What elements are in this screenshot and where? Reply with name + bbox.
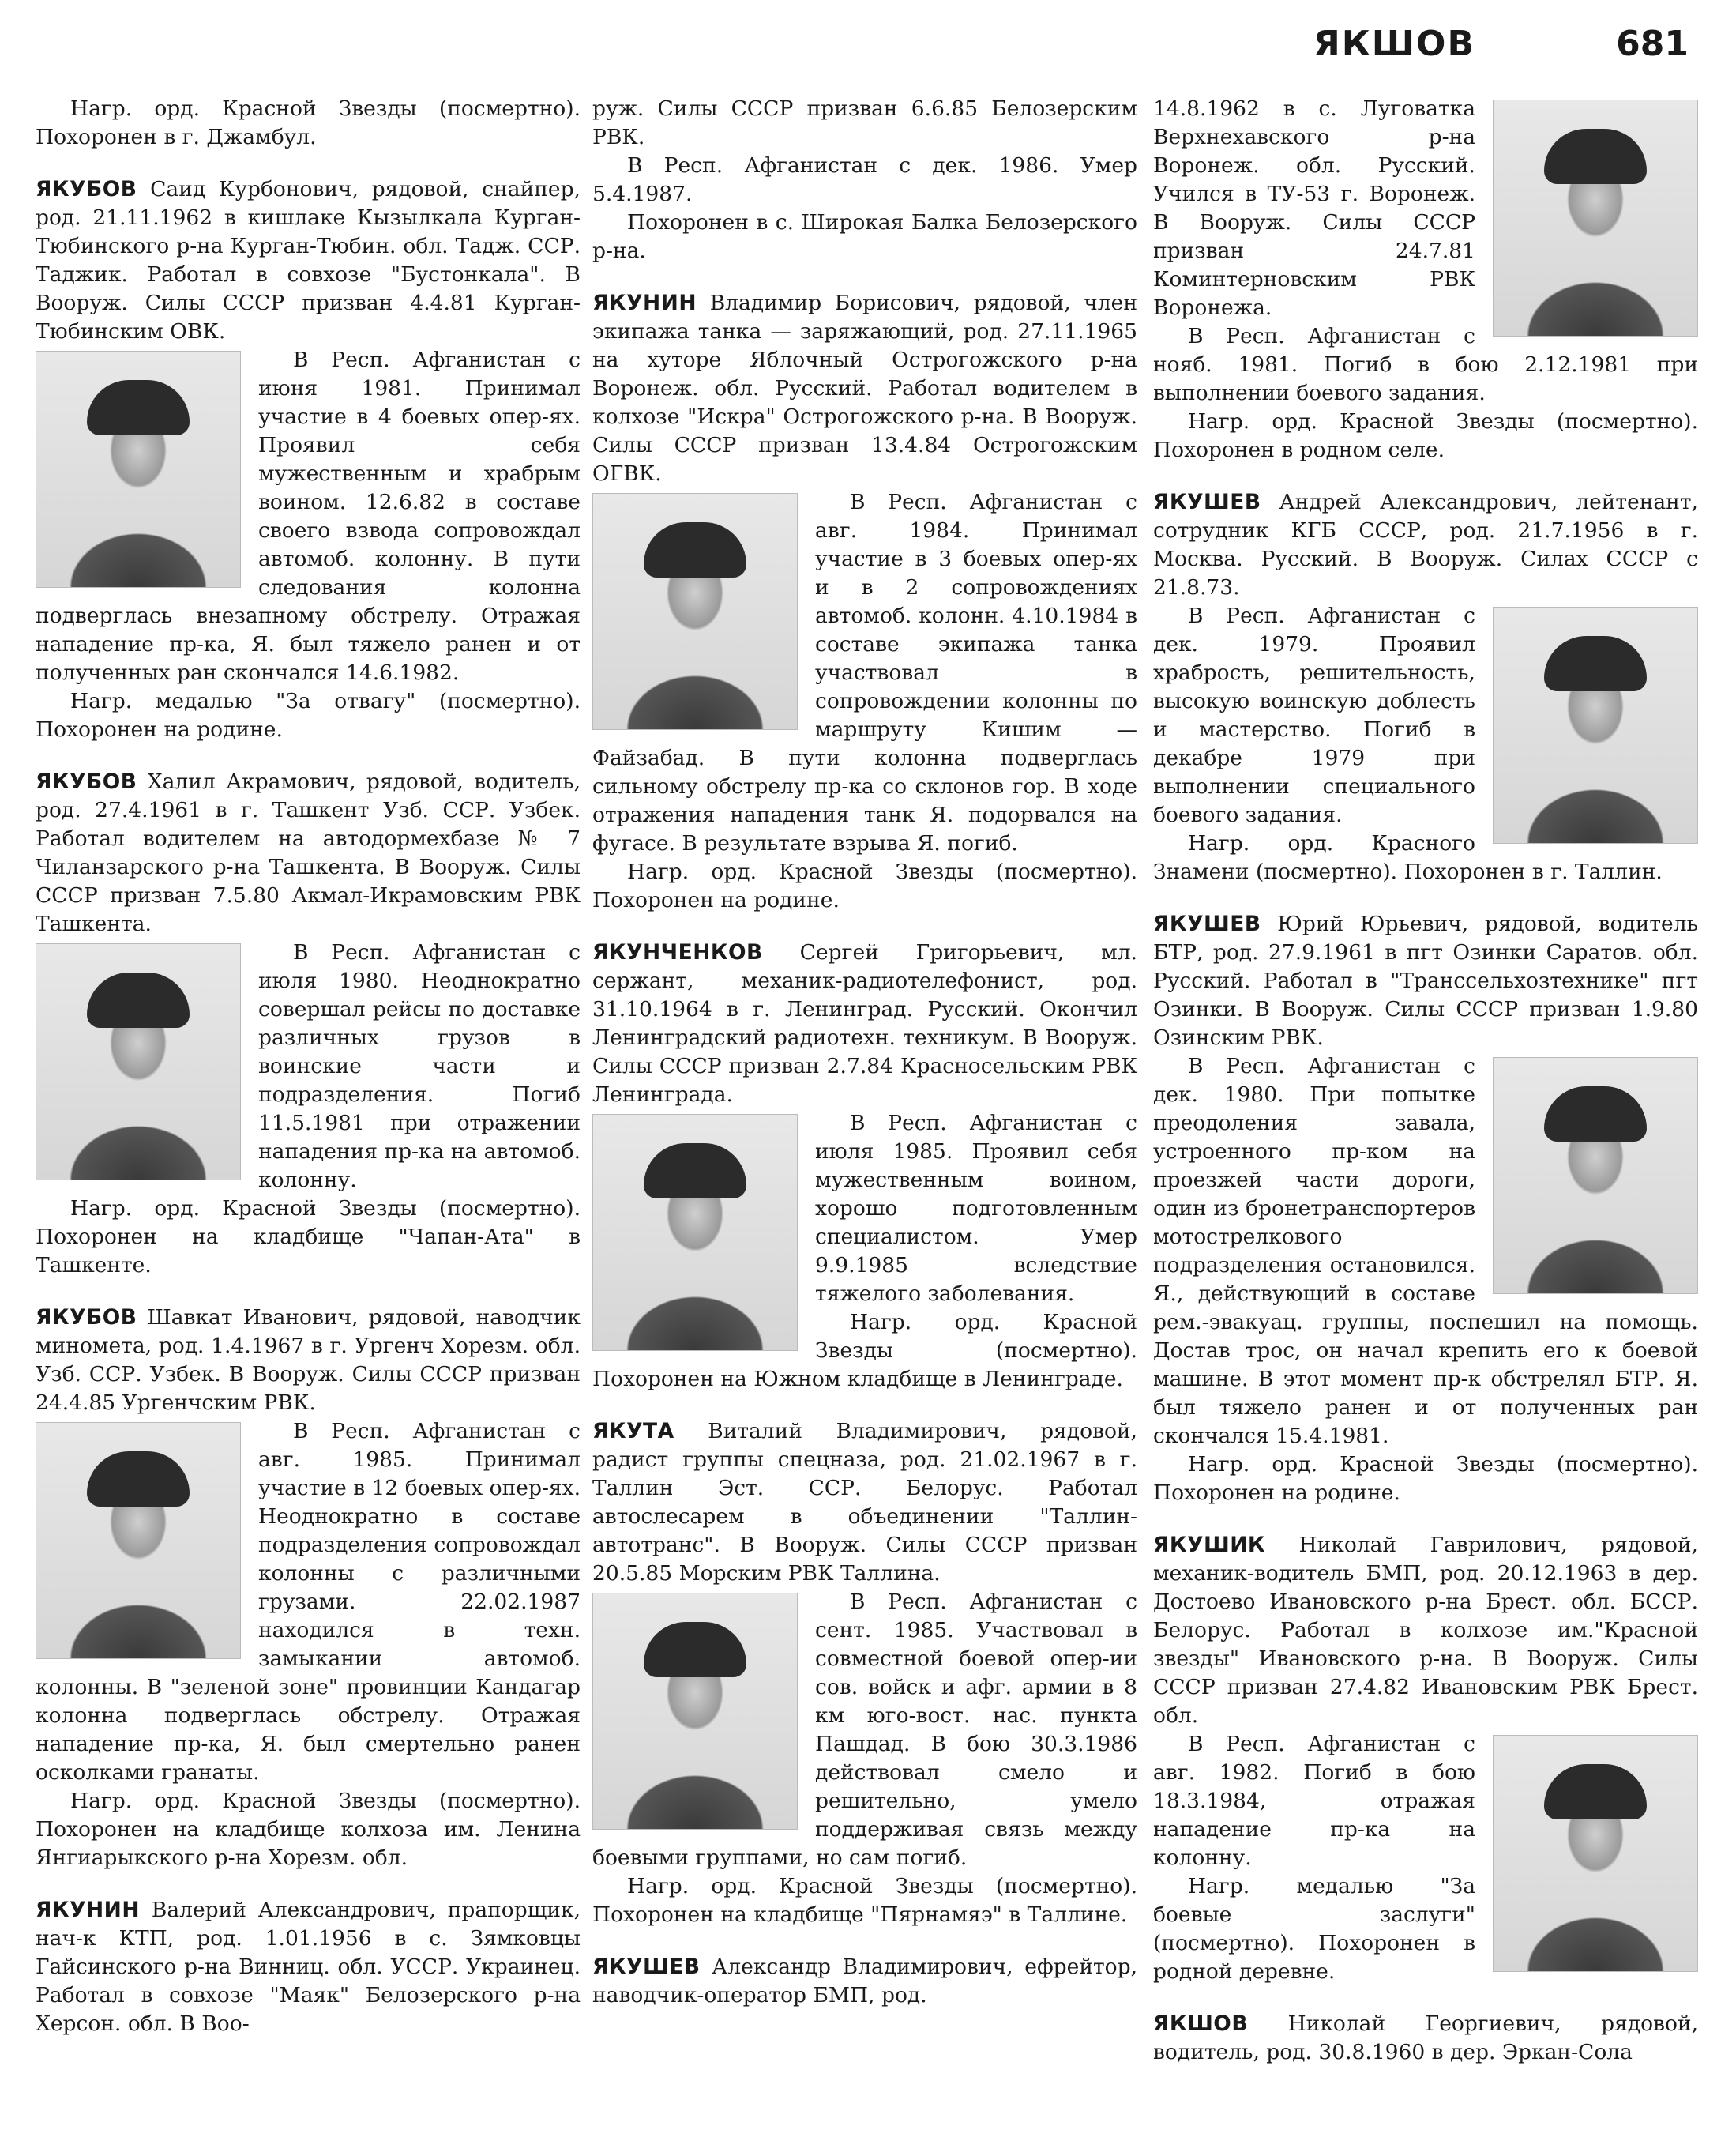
entry-name: ЯКУБОВ <box>36 1305 137 1330</box>
portrait-photo <box>1493 1735 1698 1972</box>
entry-yakushev-andrey <box>1153 488 1698 886</box>
entry-text: Нагр. орд. Красной Звезды (посмертно). Похоронен на родине. <box>1153 1452 1698 1505</box>
entry-text: Нагр. орд. Красной Звезды (посмертно). Похоронен в г. Джамбул. <box>36 96 581 149</box>
column-2 <box>592 95 1137 2141</box>
entry-text: В Респ. Афганистан с дек. 1986. Умер 5.4.1987. <box>592 153 1137 206</box>
entry-continued <box>1153 95 1698 465</box>
entry-lead-text: Виталий Владимирович, рядовой, радист группы спецназа, род. 21.02.1967 в г. Таллин Эст. ССР. Белорус. Работал автослесарем в объединении "Таллин-автотранс". В Вооруж. Силы СССР призван 20.5.85 Морским РВК Таллина. <box>592 1419 1137 1586</box>
entry-text: В Респ. Афганистан с июля 1980. Неоднократно совершал рейсы по доставке различных грузов в воинские части и подразделения. Погиб 11.5.1981 при отражении нападения пр-ка на автомоб. колонну. <box>258 940 581 1192</box>
entry-text: Нагр. орд. Красной Звезды (посмертно). Похоронен на Южном кладбище в Ленинграде. <box>592 1310 1137 1391</box>
entry-lead-text: Юрий Юрьевич, рядовой, водитель БТР, род. 27.9.1961 в пгт Озинки Саратов. обл. Русский. Работал в "Транссельхозтехнике" пгт Озинки. В Вооруж. Силы СССР призван 1.9.80 Озинским РВК. <box>1153 912 1698 1050</box>
entry-name: ЯКУБОВ <box>36 177 137 201</box>
entry-name: ЯКУШЕВ <box>592 1955 701 1979</box>
entry-text: Нагр. орд. Красного Знамени (посмертно). Похоронен в г. Таллин. <box>1153 831 1663 884</box>
portrait-photo <box>1493 1057 1698 1294</box>
entry-lead <box>592 939 1137 1109</box>
entry-lead-text: Саид Курбонович, рядовой, снайпер, род. 21.11.1962 в кишлаке Кызылкала Курган-Тюбинского р-на Курган-Тюбин. обл. Тадж. ССР. Таджик. Работал в совхозе "Бустонкала". В Вооруж. Силы СССР призван 4.4.81 Курган-Тюбинским ОВК. <box>36 177 581 344</box>
portrait-photo <box>592 1114 798 1351</box>
entry-text: Нагр. орд. Красной Звезды (посмертно). Похоронен на родине. <box>592 860 1137 912</box>
entry-lead <box>1153 910 1698 1052</box>
entry-yakubov-said <box>36 175 581 744</box>
entry-text: В Респ. Афганистан с авг. 1982. Погиб в бою 18.3.1984, отражая нападение пр-ка на колонну. <box>1153 1732 1475 1870</box>
entry-yakunchenkov <box>592 939 1137 1394</box>
page-number: 681 <box>1616 24 1689 64</box>
entry-continued <box>36 95 581 152</box>
portrait-photo <box>592 1593 798 1830</box>
portrait-photo <box>36 351 241 588</box>
entry-lead <box>1153 2010 1698 2067</box>
entry-yakubov-shavkat <box>36 1304 581 1872</box>
entry-text: Нагр. медалью "За боевые заслуги" (посмертно). Похоронен в родной деревне. <box>1153 1874 1475 1984</box>
entry-text: Нагр. медалью "За отвагу" (посмертно). Похоронен на родине. <box>36 689 581 742</box>
entry-text: 14.8.1962 в с. Луговатка Верхнехавского р-на Воронеж. обл. Русский. Учился в ТУ-53 г. Воронеж. В Вооруж. Силы СССР призван 24.7.81 Коминтерновским РВК Воронежа. <box>1153 96 1475 320</box>
page-header <box>0 24 1736 79</box>
entry-yakushev-aleksandr <box>592 1953 1137 2010</box>
entry-text: Нагр. орд. Красной Звезды (посмертно). Похоронен в родном селе. <box>1153 409 1698 462</box>
entry-lead-text: Сергей Григорьевич, мл. сержант, механик-радиотелефонист, род. 31.10.1964 в г. Ленинград. Русский. Окончил Ленинградский радиотехн. техникум. В Вооруж. Силы СССР призван 2.7.84 Красносельским РВК Ленинграда. <box>592 940 1137 1107</box>
entry-name: ЯКУШЕВ <box>1153 912 1261 936</box>
entry-text: В Респ. Афганистан с сент. 1985. Участвовал в совместной боевой опер-ии сов. войск и афг. армии в 8 км юго-вост. нас. пункта Пашдад. В бою 30.3.1986 действовал смело и решительно, умело поддерживая связь между боевыми группами, но сам погиб. <box>592 1590 1137 1870</box>
portrait-photo <box>1493 100 1698 337</box>
entry-lead <box>36 1304 581 1417</box>
entry-name: ЯКУБОВ <box>36 769 137 794</box>
entry-name: ЯКУНИН <box>592 291 697 315</box>
entry-name: ЯКУШИК <box>1153 1533 1266 1557</box>
entry-yakshov <box>1153 2010 1698 2067</box>
entry-text: В Респ. Афганистан с дек. 1979. Проявил храбрость, решительность, высокую воинскую доблесть и мастерство. Погиб в декабре 1979 при выполнении специального боевого задания. <box>1153 604 1475 827</box>
entry-lead <box>36 175 581 346</box>
entry-lead-text: Николай Гаврилович, рядовой, механик-водитель БМП, род. 20.12.1963 в дер. Достоево Ивановского р-на Брест. обл. БССР. Белорус. Работал в колхозе им."Красной звезды" Ивановского р-на. В Вооруж. Силы СССР призван 27.4.82 Ивановским РВК Брест. обл. <box>1153 1533 1698 1728</box>
entry-yakunin-vladimir <box>592 289 1137 915</box>
entry-text: В Респ. Афганистан с дек. 1980. При попытке преодоления завала, устроенного пр-ком на проезжей части дороги, один из бронетранспортеров мотострелкового подразделения остановился. Я., действующий в составе рем.-эвакуац. группы, поспешил на помощь. Достав трос, он начал крепить его к боевой машине. В этот момент пр-к обстрелял БТР. Я. был тяжело ранен и от полученных ран скончался 15.4.1981. <box>1153 1054 1698 1448</box>
column-3 <box>1153 95 1698 2141</box>
entry-text: В Респ. Афганистан с июня 1981. Принимал участие в 4 боевых опер-ях. Проявил себя мужественным и храбрым воином. 12.6.82 в составе своего взвода сопровождал автомоб. колонну. В пути следования колонна подверглась внезапному обстрелу. Отражая нападение пр-ка, Я. был тяжело ранен и от полученных ран скончался 14.6.1982. <box>36 348 581 685</box>
entry-yakunin-valeriy <box>36 1896 581 2038</box>
entry-text: Похоронен в с. Широкая Балка Белозерского р-на. <box>592 210 1137 263</box>
entry-yakushik <box>1153 1531 1698 1986</box>
entry-continued <box>592 95 1137 265</box>
entry-lead-text: Шавкат Иванович, рядовой, наводчик миномета, род. 1.4.1967 в г. Ургенч Хорезм. обл. Узб. ССР. Узбек. В Вооруж. Силы СССР призван 24.4.85 Ургенчским РВК. <box>36 1305 581 1415</box>
portrait-photo <box>36 943 241 1180</box>
entry-text: В Респ. Афганистан с нояб. 1981. Погиб в бою 2.12.1981 при выполнении боевого задания. <box>1153 324 1698 405</box>
entry-text: Нагр. орд. Красной Звезды (посмертно). Похоронен на кладбище колхоза им. Ленина Янгиарыкского р-на Хорезм. обл. <box>36 1789 581 1870</box>
entry-yakubov-khalil <box>36 768 581 1280</box>
entry-text: Нагр. орд. Красной Звезды (посмертно). Похоронен на кладбище "Чапан-Ата" в Ташкенте. <box>36 1196 581 1277</box>
entry-lead-text: Валерий Александрович, прапорщик, нач-к КТП, род. 1.01.1956 в с. Зямковцы Гайсинского р-на Винниц. обл. УССР. Украинец. Работал в совхозе "Маяк" Белозерского р-на Херсон. обл. В Воо- <box>36 1898 581 2036</box>
entry-text: В Респ. Афганистан с авг. 1984. Принимал участие в 3 боевых опер-ях и в 2 сопровождениях автомоб. колонн. 4.10.1984 в составе экипажа танка участвовал в сопровождении колонны по маршруту Кишим — Файзабад. В пути колонна подверглась сильному обстрелу пр-ка со склонов гор. В ходе отражения нападения танк Я. подорвался на фугасе. В результате взрыва Я. погиб. <box>592 490 1137 856</box>
entry-name: ЯКУНЧЕНКОВ <box>592 940 763 965</box>
portrait-photo <box>592 493 798 730</box>
entry-lead <box>592 1417 1137 1588</box>
column-1 <box>36 95 581 2141</box>
entry-text: В Респ. Афганистан с июля 1985. Проявил себя мужественным воином, хорошо подготовленным специалистом. Умер 9.9.1985 вследствие тяжелого заболевания. <box>815 1111 1137 1306</box>
entry-lead <box>36 768 581 939</box>
entry-text: В Респ. Афганистан с авг. 1985. Принимал участие в 12 боевых опер-ях. Неоднократно в составе подразделения сопровождал колонны с различными грузами. 22.02.1987 находился в техн. замыкании автомоб. колонны. В "зеленой зоне" провинции Кандагар колонна подверглась обстрелу. Отражая нападение пр-ка, Я. был смертельно ранен осколками гранаты. <box>36 1419 581 1785</box>
entry-yakuta <box>592 1417 1137 1929</box>
entry-lead <box>592 1953 1137 2010</box>
entry-lead-text: Халил Акрамович, рядовой, водитель, род. 27.4.1961 в г. Ташкент Узб. ССР. Узбек. Работал водителем на автодормехбазе № 7 Чиланзарского р-на Ташкента. В Вооруж. Силы СССР призван 7.5.80 Акмал-Икрамовским РВК Ташкента. <box>36 769 581 936</box>
portrait-photo <box>36 1422 241 1659</box>
running-head: ЯКШОВ <box>1313 24 1475 64</box>
entry-lead-text: Андрей Александрович, лейтенант, сотрудник КГБ СССР, род. 21.7.1956 в г. Москва. Русский. В Вооруж. Силах СССР с 21.8.73. <box>1153 490 1698 600</box>
entry-lead-text: Николай Георгиевич, рядовой, водитель, род. 30.8.1960 в дер. Эркан-Сола <box>1153 2011 1698 2064</box>
portrait-photo <box>1493 607 1698 844</box>
entry-lead <box>592 289 1137 488</box>
entry-lead <box>1153 488 1698 602</box>
entry-text: руж. Силы СССР призван 6.6.85 Белозерским РВК. <box>592 96 1137 149</box>
entry-text: Нагр. орд. Красной Звезды (посмертно). Похоронен на кладбище "Пярнамяэ" в Таллине. <box>592 1874 1137 1927</box>
entry-name: ЯКУШЕВ <box>1153 490 1261 514</box>
entry-lead-text: Александр Владимирович, ефрейтор, наводчик-оператор БМП, род. <box>592 1955 1137 2007</box>
entry-yakushev-yuriy <box>1153 910 1698 1507</box>
entry-lead <box>1153 1531 1698 1730</box>
entry-name: ЯКШОВ <box>1153 2011 1249 2036</box>
entry-name: ЯКУТА <box>592 1419 674 1443</box>
entry-lead-text: Владимир Борисович, рядовой, член экипажа танка — заряжающий, род. 27.11.1965 на хуторе Яблочный Острогожского р-на Воронеж. обл. Русский. Работал водителем в колхозе "Искра" Острогожского р-на. В Вооруж. Силы СССР призван 13.4.84 Острогожским ОГВК. <box>592 291 1137 486</box>
entry-lead <box>36 1896 581 2038</box>
entry-name: ЯКУНИН <box>36 1898 141 1922</box>
